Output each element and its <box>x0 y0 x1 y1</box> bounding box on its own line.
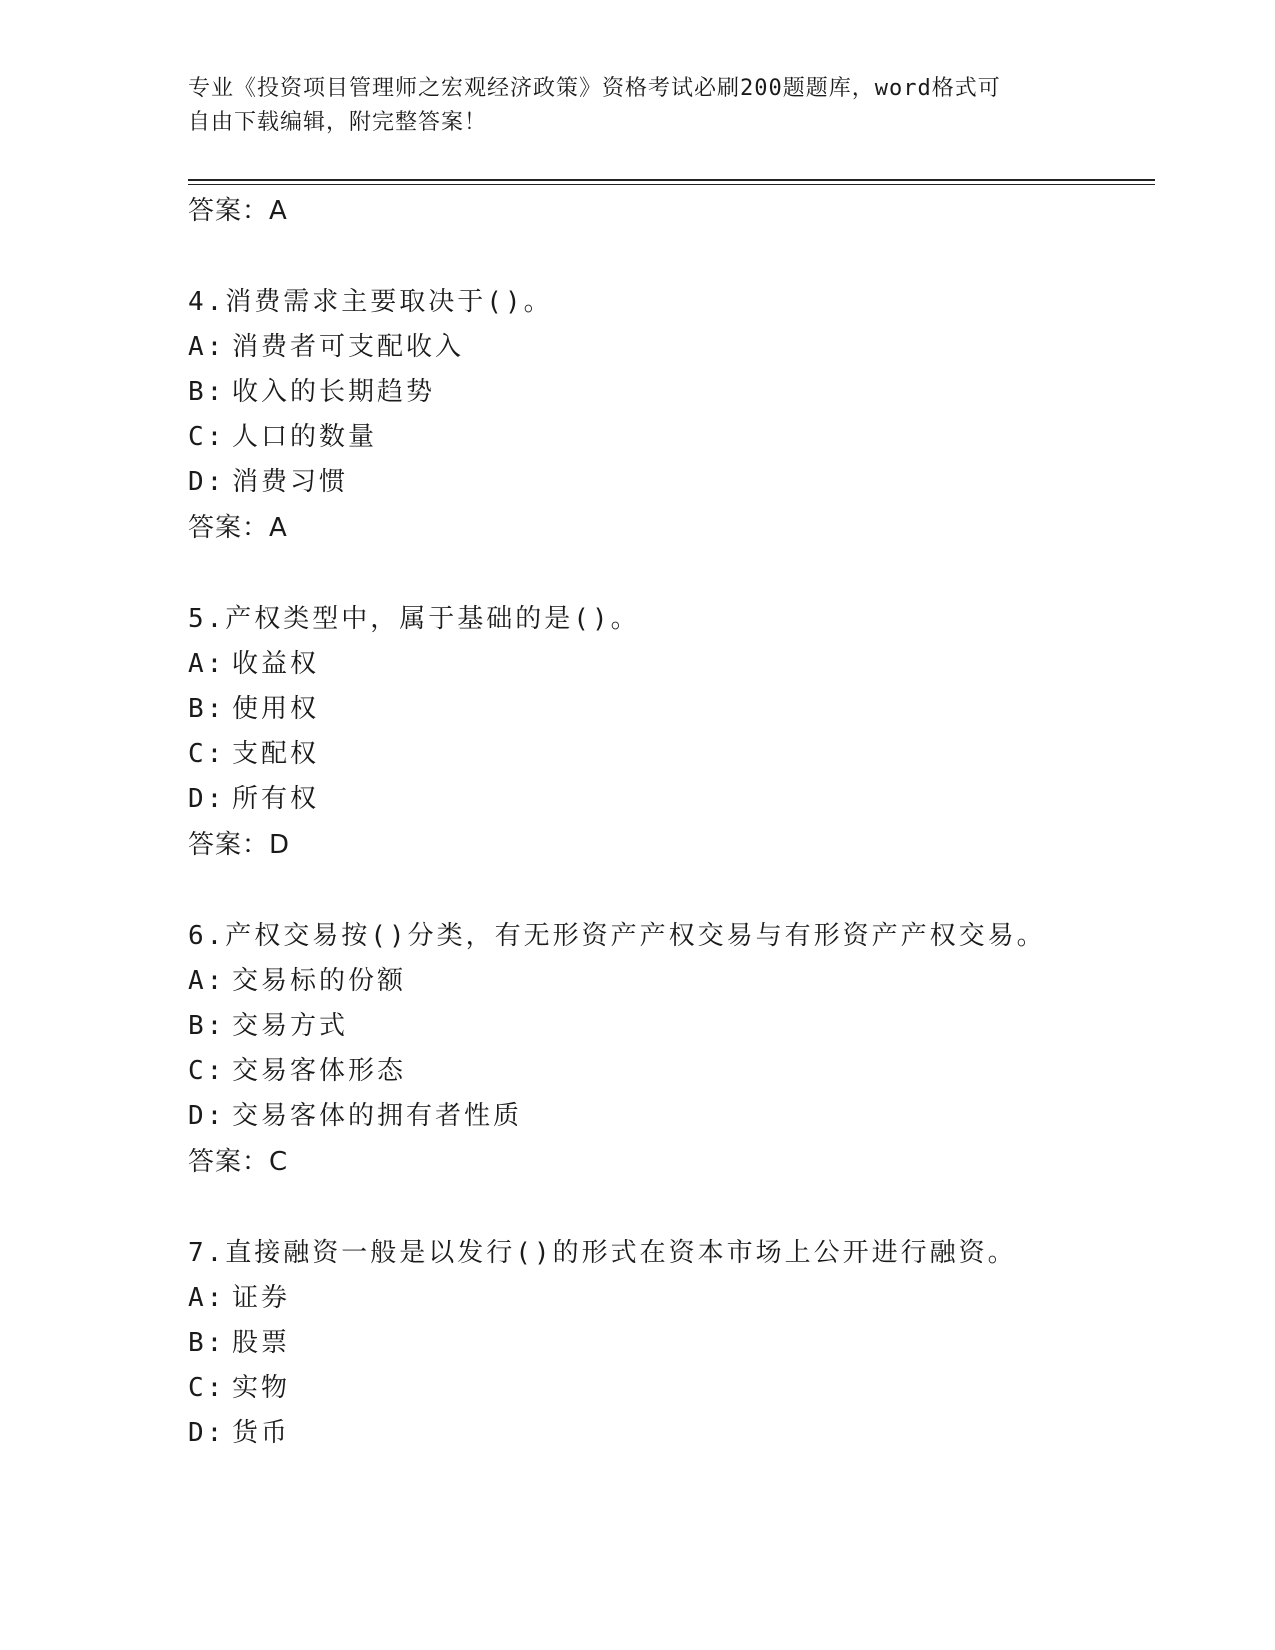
option-text: 支配权 <box>232 739 320 769</box>
option-d <box>188 460 1148 505</box>
option-text: 股票 <box>232 1328 291 1358</box>
question-item <box>188 1230 1148 1456</box>
option-key: C: <box>188 1373 226 1403</box>
answer-line: 答案：D <box>188 830 291 860</box>
option-b <box>188 370 1148 415</box>
option-text: 货币 <box>232 1418 291 1448</box>
option-text: 消费者可支配收入 <box>232 332 465 362</box>
option-key: D: <box>188 1101 226 1131</box>
option-text: 交易客体的拥有者性质 <box>232 1101 523 1131</box>
option-a <box>188 959 1148 1004</box>
option-key: B: <box>188 1011 226 1041</box>
answer-line: 答案：A <box>188 513 288 543</box>
header-line-1: 专业《投资项目管理师之宏观经济政策》资格考试必刷200题题库，word格式可 <box>188 76 1001 101</box>
option-text: 实物 <box>232 1373 291 1403</box>
option-key: C: <box>188 422 226 452</box>
question-item <box>188 596 1148 868</box>
option-key: C: <box>188 1056 226 1086</box>
question-text: 5.产权类型中，属于基础的是()。 <box>188 604 640 634</box>
header-rule-thin <box>188 184 1155 185</box>
question-text: 4.消费需求主要取决于()。 <box>188 287 553 317</box>
option-text: 证券 <box>232 1283 291 1313</box>
question-item <box>188 913 1148 1185</box>
option-text: 交易标的份额 <box>232 966 407 996</box>
option-a <box>188 1276 1148 1321</box>
option-text: 消费习惯 <box>232 467 349 497</box>
option-c <box>188 1366 1148 1411</box>
option-key: B: <box>188 1328 226 1358</box>
option-b <box>188 1004 1148 1049</box>
option-b <box>188 1321 1148 1366</box>
option-a <box>188 642 1148 687</box>
option-key: D: <box>188 784 226 814</box>
option-c <box>188 415 1148 460</box>
option-c <box>188 732 1148 777</box>
question-text: 7.直接融资一般是以发行()的形式在资本市场上公开进行融资。 <box>188 1238 1017 1268</box>
option-key: A: <box>188 1283 226 1313</box>
option-d <box>188 777 1148 822</box>
option-key: B: <box>188 694 226 724</box>
option-text: 收益权 <box>232 649 320 679</box>
option-key: A: <box>188 332 226 362</box>
option-d <box>188 1094 1148 1139</box>
option-key: D: <box>188 1418 226 1448</box>
option-text: 人口的数量 <box>232 422 378 452</box>
option-key: A: <box>188 966 226 996</box>
option-d <box>188 1411 1148 1456</box>
answer-line: 答案：C <box>188 1147 289 1177</box>
spacer <box>188 234 1148 279</box>
option-c <box>188 1049 1148 1094</box>
option-text: 交易方式 <box>232 1011 349 1041</box>
header-rule-thick <box>188 179 1155 181</box>
spacer <box>188 551 1148 596</box>
answer-line: 答案：A <box>188 196 288 226</box>
option-b <box>188 687 1148 732</box>
option-key: B: <box>188 377 226 407</box>
option-key: D: <box>188 467 226 497</box>
spacer <box>188 868 1148 913</box>
header-line-2: 自由下载编辑，附完整答案！ <box>188 110 488 135</box>
option-text: 交易客体形态 <box>232 1056 407 1086</box>
question-text: 6.产权交易按()分类，有无形资产产权交易与有形资产产权交易。 <box>188 921 1046 951</box>
document-header <box>188 72 1088 140</box>
option-text: 所有权 <box>232 784 320 814</box>
option-key: C: <box>188 739 226 769</box>
option-text: 收入的长期趋势 <box>232 377 436 407</box>
question-item <box>188 279 1148 551</box>
option-text: 使用权 <box>232 694 320 724</box>
option-a <box>188 325 1148 370</box>
spacer <box>188 1185 1148 1230</box>
question-list <box>188 188 1148 1456</box>
option-key: A: <box>188 649 226 679</box>
